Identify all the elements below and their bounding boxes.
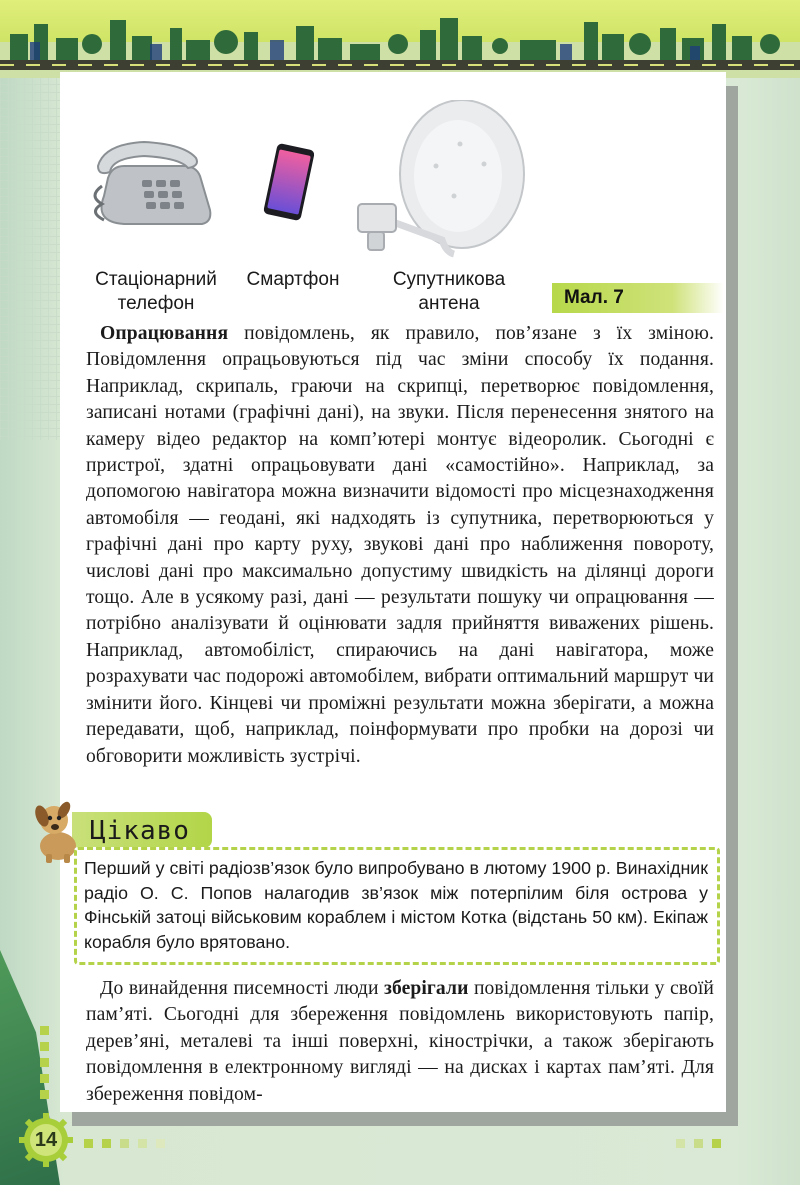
page-shadow-strip bbox=[726, 90, 738, 1112]
paragraph-storage bbox=[86, 976, 714, 1108]
bold-term: зберігали bbox=[383, 978, 469, 999]
bold-term: Опрацювання bbox=[100, 323, 229, 344]
caption-line: Стаціонарний bbox=[95, 269, 217, 290]
landline-phone-icon bbox=[84, 136, 216, 228]
page-number: 14 bbox=[34, 1129, 58, 1151]
paragraph-text: До винайдення писемності люди bbox=[100, 978, 384, 999]
grid-decoration bbox=[0, 60, 60, 440]
paragraph-processing bbox=[86, 321, 714, 770]
city-skyline-icon bbox=[0, 14, 800, 64]
caption-smartphone bbox=[236, 268, 350, 292]
caption-satellite-dish bbox=[374, 268, 524, 316]
caption-line: Смартфон bbox=[246, 269, 340, 290]
smartphone-icon bbox=[256, 142, 322, 222]
banner-road bbox=[0, 60, 800, 70]
interesting-title: Цікаво bbox=[90, 816, 190, 846]
figure-label: Мал. 7 bbox=[552, 283, 724, 313]
caption-line: антена bbox=[418, 293, 480, 314]
top-banner bbox=[0, 0, 800, 78]
paragraph-text: повідомлення тільки у своїй пам’яті. Сьогодні для збереження повідомлень використовують папір, дерев’яні, металеві та інші поверхні, кінострічки, а також зберігають повідомлення в електронному вигляді — на дисках і картах пам’яті. Для збереження повідом- bbox=[86, 978, 714, 1105]
paragraph-text: повідомлень, як правило, пов’язане з їх зміною. Повідомлення опрацьовуються під час зміни способу їх подання. Наприклад, скрипаль, граючи на скрипці, перетворює повідомлення, записані нотами (графічні дані), на звуки. Після перенесення знятого на камеру відео редактор на комп’ютері монтує відеоролик. Сьогодні є пристрої, здатні опрацьовувати дані «самостійно». Наприклад, за допомогою навігатора можна визначити відомості про місцезнаходження автомобіля — геодані, які надходять із супутника, перетворюються у графічні дані про карту руху, звукові дані про наближення повороту, числові дані про максимально допустиму швидкість на ділянці дороги тощо. Але в усякому разі, дані — результати пошуку чи опрацювання — потрібно аналізувати й оцінювати задля прийняття виважених рішень. Наприклад, автомобіліст, спираючись на дані навігатора, може розрахувати час подорожі автомобілем, вибрати оптимальний маршрут чи змінити його. Кінцеві чи проміжні результати можна зберігати, а можна передавати, щоб, наприклад, поінформувати про пробки на дорозі чи обговорити можливість зустрічі. bbox=[86, 323, 714, 767]
caption-landline-phone bbox=[74, 268, 238, 316]
satellite-dish-icon bbox=[346, 100, 530, 262]
interesting-text: Перший у світі радіозв’язок було випробувано в лютому 1900 р. Винахідник радіо О. С. Попов налагодив зв’язок між потерпілим біля острова у Фінській затоці військовим кораблем і містом Котка (відстань 50 км). Екіпаж корабля було врятовано. bbox=[84, 858, 708, 952]
caption-line: Супутникова bbox=[392, 269, 506, 290]
caption-line: телефон bbox=[117, 293, 195, 314]
